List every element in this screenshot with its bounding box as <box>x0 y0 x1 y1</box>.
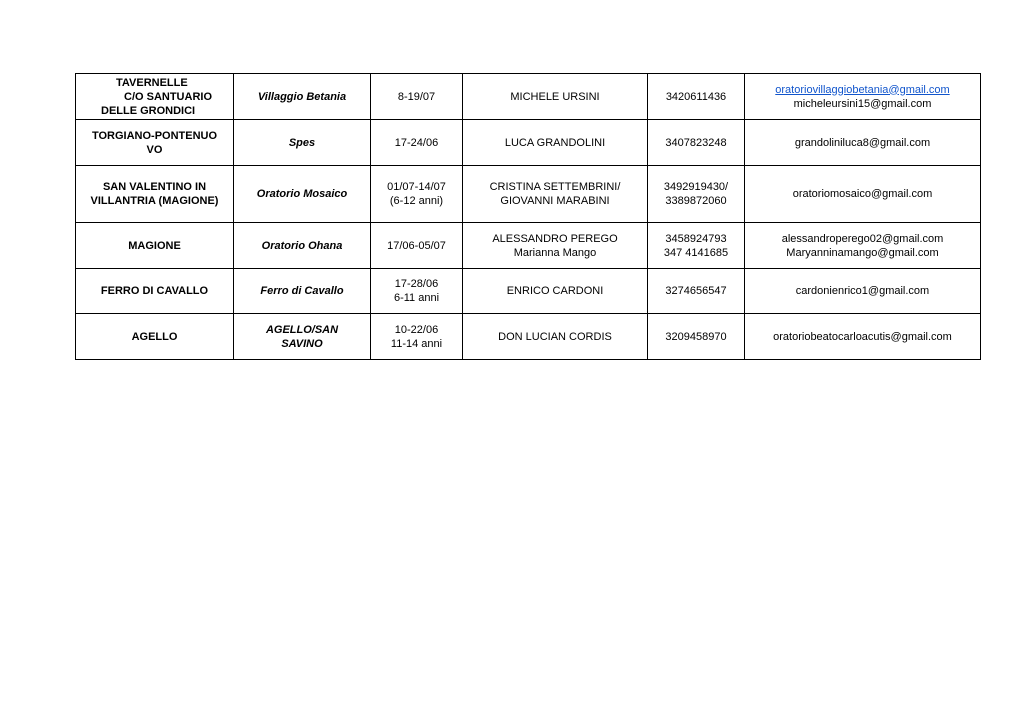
place-line: VO <box>146 143 163 156</box>
phone-number: 3274656547 <box>665 285 727 297</box>
phone-cell <box>648 166 745 223</box>
phone-number: 3389872060 <box>665 195 727 207</box>
email-cell <box>745 74 981 120</box>
email-text: micheleursini15@gmail.com <box>793 97 932 110</box>
place-cell <box>76 269 234 314</box>
phone-cell <box>648 120 745 166</box>
oratory-name-cell <box>234 120 371 166</box>
email-text: alessandroperego02@gmail.com <box>781 232 944 245</box>
dates-text: 6-11 anni <box>393 292 440 304</box>
place-line: TAVERNELLE <box>116 76 188 89</box>
place-line: MAGIONE <box>128 239 181 252</box>
contact-name: ALESSANDRO PEREGO <box>492 232 618 245</box>
place-line: TORGIANO-PONTENUO <box>91 129 218 142</box>
dates-text: 8-19/07 <box>397 90 436 103</box>
contact-cell <box>463 269 648 314</box>
email-cell <box>745 269 981 314</box>
phone-number: 3209458970 <box>665 330 727 343</box>
oratory-name: Oratorio Mosaico <box>256 188 348 200</box>
email-cell <box>745 166 981 223</box>
table-row <box>76 314 981 360</box>
place-line: C/O SANTUARIO <box>124 90 212 103</box>
contact-name: CRISTINA SETTEMBRINI/ <box>489 181 621 193</box>
phone-number: 3420611436 <box>665 90 727 103</box>
table-row <box>76 166 981 223</box>
table-row <box>76 120 981 166</box>
dates-text: 17-24/06 <box>394 136 439 149</box>
place-line: SAN VALENTINO IN <box>102 181 207 193</box>
phone-number: 3492919430/ <box>663 181 729 193</box>
phone-number: 3458924793 <box>665 232 727 245</box>
phone-number: 347 4141685 <box>663 246 729 259</box>
email-text: Maryanninamango@gmail.com <box>786 246 939 259</box>
oratory-name: Oratorio Ohana <box>261 239 343 252</box>
oratory-name-cell <box>234 166 371 223</box>
phone-cell <box>648 74 745 120</box>
place-line: AGELLO <box>131 330 178 343</box>
email-text: oratoriomosaico@gmail.com <box>792 188 933 200</box>
oratory-name-cell <box>234 269 371 314</box>
dates-text: 11-14 anni <box>390 337 443 350</box>
phone-cell <box>648 269 745 314</box>
oratory-name: AGELLO/SAN <box>265 323 339 336</box>
contact-cell <box>463 314 648 360</box>
camps-table <box>75 73 981 360</box>
place-line: VILLANTRIA (MAGIONE) <box>90 195 219 207</box>
place-line: DELLE GRONDICI <box>101 104 196 117</box>
table-row <box>76 74 981 120</box>
email-cell <box>745 223 981 269</box>
place-cell <box>76 120 234 166</box>
contact-name: LUCA GRANDOLINI <box>504 136 606 149</box>
contact-cell <box>463 166 648 223</box>
phone-number: 3407823248 <box>665 136 727 149</box>
table-row <box>76 269 981 314</box>
oratory-name: Ferro di Cavallo <box>260 285 344 297</box>
email-link[interactable]: oratoriovillaggiobetania@gmail.com <box>775 83 950 96</box>
oratory-name-cell <box>234 223 371 269</box>
place-cell <box>76 74 234 120</box>
dates-text: (6-12 anni) <box>389 195 444 207</box>
oratory-name: Villaggio Betania <box>257 90 347 103</box>
dates-cell <box>371 74 463 120</box>
oratory-name: SAVINO <box>281 337 323 350</box>
email-cell <box>745 314 981 360</box>
oratory-name-cell <box>234 74 371 120</box>
dates-cell <box>371 269 463 314</box>
contact-cell <box>463 223 648 269</box>
email-text: oratoriobeatocarloacutis@gmail.com <box>773 330 952 343</box>
contact-name: Marianna Mango <box>513 246 597 259</box>
email-text: cardonienrico1@gmail.com <box>795 285 930 297</box>
place-cell <box>76 314 234 360</box>
dates-text: 17/06-05/07 <box>387 239 446 252</box>
contact-name: GIOVANNI MARABINI <box>500 195 610 207</box>
phone-cell <box>648 223 745 269</box>
dates-text: 01/07-14/07 <box>387 181 446 193</box>
place-line: FERRO DI CAVALLO <box>100 285 209 297</box>
contact-cell <box>463 74 648 120</box>
email-cell <box>745 120 981 166</box>
contact-name: ENRICO CARDONI <box>506 285 604 297</box>
table-row <box>76 223 981 269</box>
contact-name: MICHELE URSINI <box>510 90 600 103</box>
email-text: grandoliniluca8@gmail.com <box>794 136 931 149</box>
dates-cell <box>371 223 463 269</box>
place-cell <box>76 223 234 269</box>
dates-text: 10-22/06 <box>394 323 439 336</box>
dates-cell <box>371 314 463 360</box>
contact-name: DON LUCIAN CORDIS <box>498 330 612 343</box>
phone-cell <box>648 314 745 360</box>
dates-text: 17-28/06 <box>394 278 439 290</box>
dates-cell <box>371 120 463 166</box>
place-cell <box>76 166 234 223</box>
dates-cell <box>371 166 463 223</box>
oratory-name-cell <box>234 314 371 360</box>
oratory-name: Spes <box>288 136 316 149</box>
contact-cell <box>463 120 648 166</box>
